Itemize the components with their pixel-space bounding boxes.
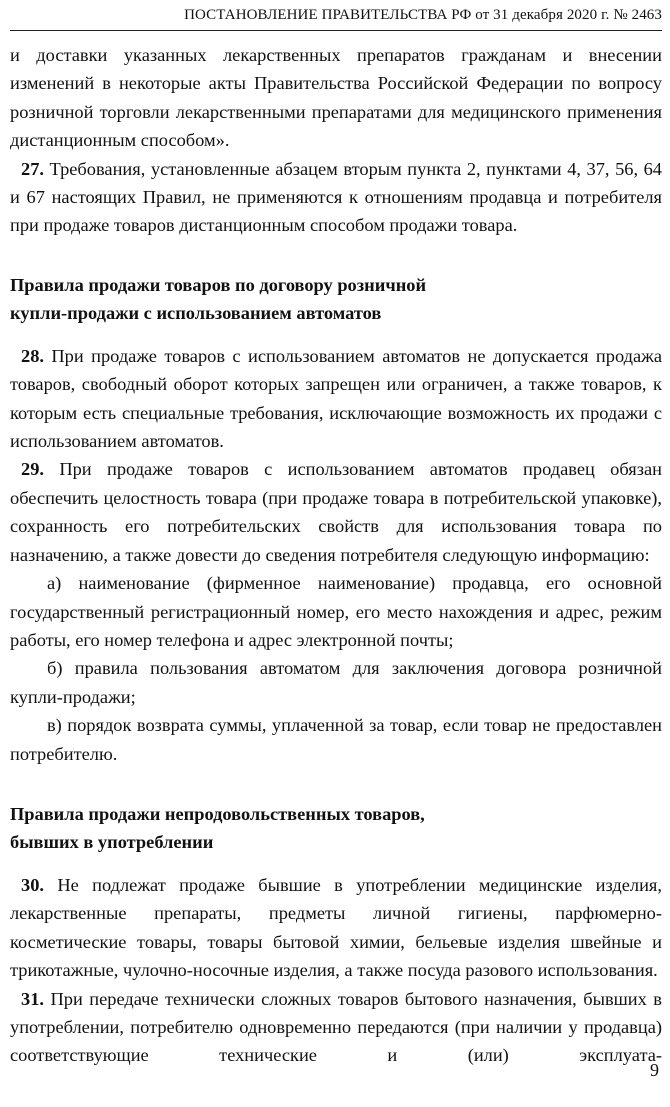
paragraph-text: Не подлежат продаже бывшие в употреблении медицинские изделия, лекарственные препараты, предметы личной гигиены, парфюмерно-косметические товары, товары бытовой химии, бельевые изделия швейные и трикотажные, чулочно-носочные изделия, а также посуда разового использования. bbox=[10, 874, 662, 981]
paragraph-27 bbox=[10, 155, 662, 240]
page-number: 9 bbox=[650, 1060, 659, 1080]
running-header-text: ПОСТАНОВЛЕНИЕ ПРАВИТЕЛЬСТВА РФ от 31 декабря 2020 г. № 2463 bbox=[184, 7, 662, 23]
section-heading-vending bbox=[10, 271, 662, 327]
heading-line: Правила продажи товаров по договору розничной bbox=[10, 274, 427, 295]
paragraph-text: При продаже товаров с использованием автоматов продавец обязан обеспечить целостность товара (при продаже товара в потребительской упаковке), сохранность его потребительских свойств для использования товара по назначению, а также довести до сведения потребителя следующую информацию: bbox=[10, 459, 662, 565]
section-heading-used-goods bbox=[10, 800, 662, 856]
heading-line: бывших в употреблении bbox=[10, 831, 214, 852]
paragraph-continuation: и доставки указанных лекарственных препаратов гражданам и внесении изменений в некоторые акты Правительства Российской Федерации по вопросу розничной торговли лекарственными препаратами для медицинского применения дистанционным способом». bbox=[10, 45, 662, 151]
document-body bbox=[10, 41, 662, 1070]
subparagraph-b: б) правила пользования автоматом для заключения договора розничной купли-продажи; bbox=[10, 658, 662, 707]
heading-line: Правила продажи непродовольственных товаров, bbox=[10, 803, 425, 824]
paragraph-number: 27. bbox=[21, 158, 44, 179]
paragraph-number: 28. bbox=[21, 345, 44, 366]
paragraph-number: 31. bbox=[21, 988, 44, 1009]
paragraph-28 bbox=[10, 342, 662, 456]
subparagraph-c: в) порядок возврата суммы, уплаченной за товар, если товар не предоставлен потребителю. bbox=[10, 715, 662, 764]
subparagraph-a: а) наименование (фирменное наименование) продавца, его основной государственный регистрационный номер, его место нахождения и адрес, режим работы, его номер телефона и адрес электронной почты; bbox=[10, 573, 662, 650]
paragraph-text: При передаче технически сложных товаров бытового назначения, бывших в употреблении, потребителю одновременно передаются (при наличии у продавца) соответствующие технические и (или) эксплуата- bbox=[10, 988, 662, 1066]
paragraph-number: 29. bbox=[21, 459, 44, 480]
heading-line: купли-продажи с использованием автоматов bbox=[10, 302, 382, 323]
running-header bbox=[10, 4, 662, 31]
paragraph-29 bbox=[10, 455, 662, 569]
paragraph-30 bbox=[10, 871, 662, 985]
paragraph-text: Требования, установленные абзацем вторым пункта 2, пунктами 4, 37, 56, 64 и 67 настоящих Правил, не применяются к отношениям продавца и потребителя при продаже товаров дистанционным способом продажи товара. bbox=[10, 158, 662, 236]
paragraph-number: 30. bbox=[21, 874, 44, 895]
paragraph-text: При продаже товаров с использованием автоматов не допускается продажа товаров, свободный оборот которых запрещен или ограничен, а также товаров, к которым есть специальные требования, исключающие возможность их продажи с использованием автоматов. bbox=[10, 345, 662, 452]
paragraph-31 bbox=[10, 985, 662, 1070]
